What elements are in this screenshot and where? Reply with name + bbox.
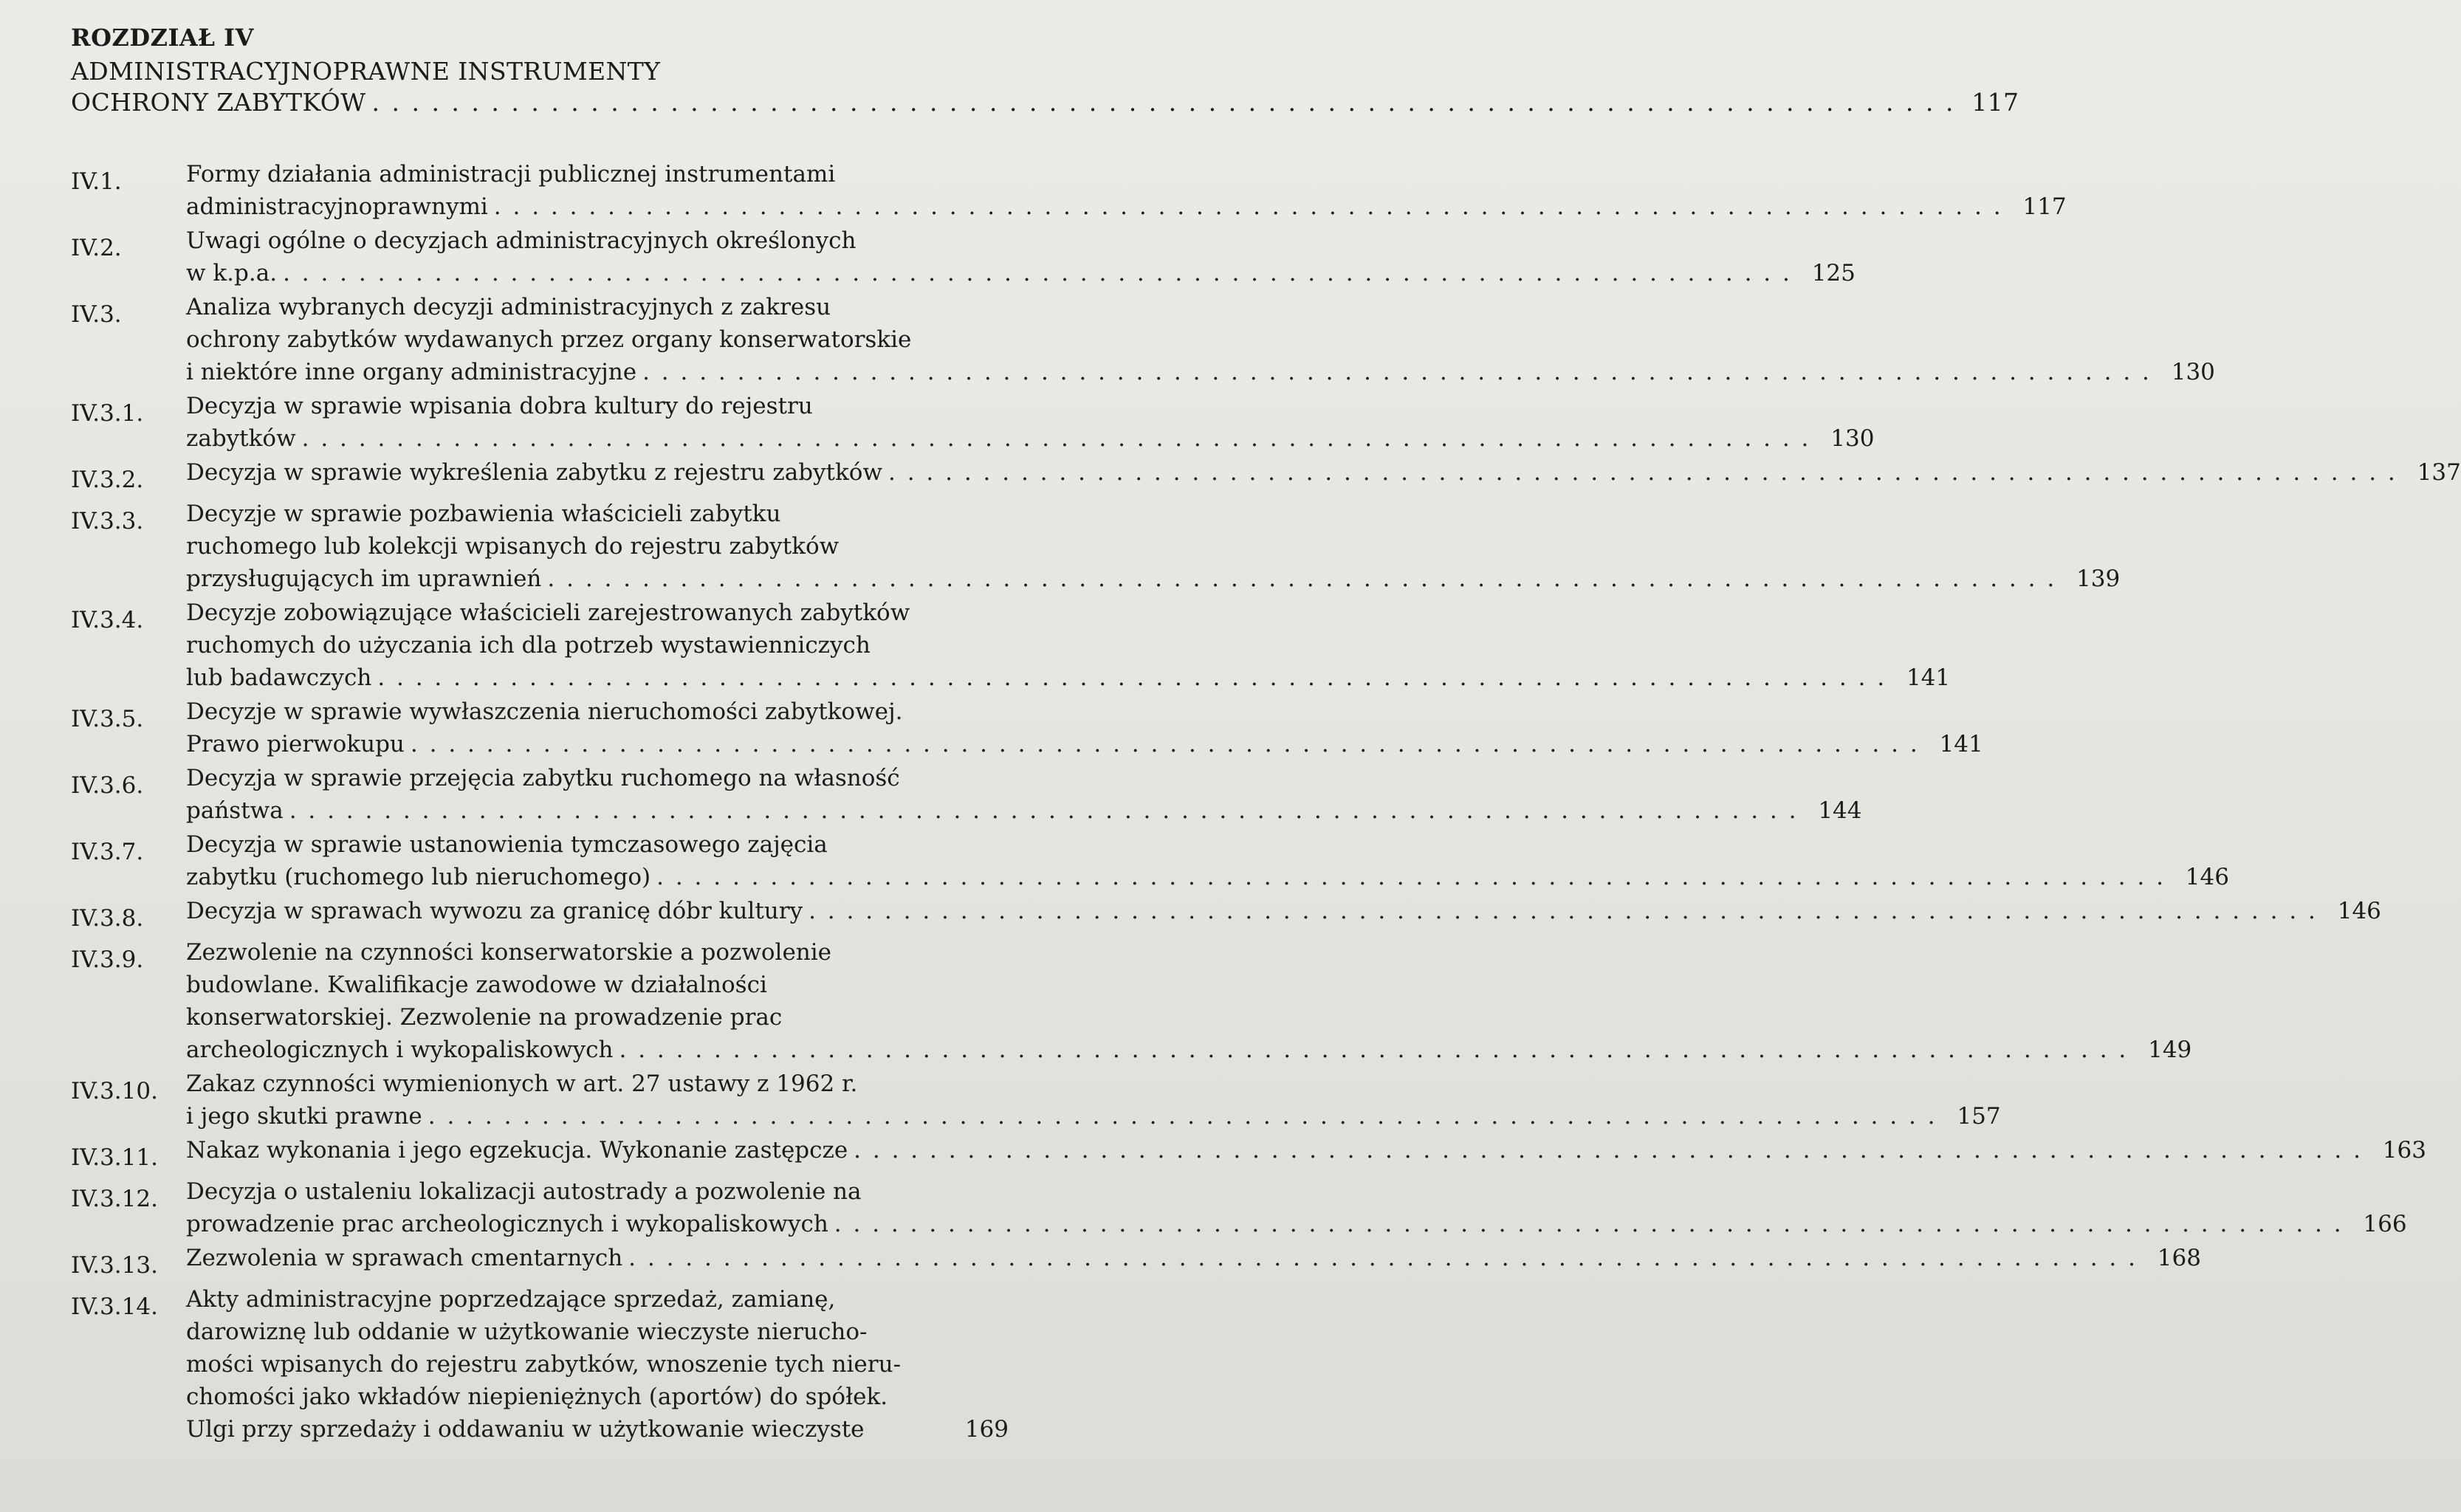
toc-entry-line [186, 1283, 1009, 1316]
toc-entry-line-text: Decyzja w sprawie ustanowienia tymczasowego zajęcia [186, 831, 828, 858]
toc-entry-line-text: Prawo pierwokupu [186, 731, 405, 757]
leader-dots [372, 87, 1956, 118]
toc-entry-line [186, 356, 2215, 388]
toc-entry-line-text: Decyzje w sprawie pozbawienia właścicieli zabytku [186, 501, 781, 527]
leader-dots [809, 895, 2318, 927]
toc-entry-title [186, 456, 2461, 496]
toc-entry-line [186, 422, 1874, 455]
toc-entry-line-text: Decyzja w sprawach wywozu za granicę dóbr kultury [186, 898, 803, 924]
toc-entry-line-text: administracyjnoprawnymi [186, 193, 488, 220]
toc-entry-page-number: 146 [2337, 898, 2381, 924]
toc-entry-line [186, 530, 2120, 563]
toc-entry-line-text: archeologicznych i wykopaliskowych [186, 1037, 614, 1063]
toc-entry-number: IV.3.6. [71, 772, 144, 799]
toc-entry-line [186, 695, 1983, 728]
toc-entry [71, 1175, 2407, 1240]
toc-entry-number: IV.3.12. [71, 1186, 158, 1212]
toc-entry-page-number: 130 [1830, 425, 1875, 452]
toc-entry-number: IV.3.7. [71, 839, 144, 865]
toc-entry [71, 158, 2067, 223]
toc-entry-line [186, 1100, 2001, 1133]
toc-entry-title [186, 1283, 1009, 1446]
toc-entry [71, 498, 2121, 595]
toc-entry-line-text: budowlane. Kwalifikacje zawodowe w działalności [186, 972, 767, 998]
toc-entry-line-text: Decyzja w sprawie wpisania dobra kultury do rejestru [186, 393, 813, 419]
toc-entry [71, 895, 2381, 935]
toc-entry-line [186, 1316, 1009, 1348]
toc-entry-line [186, 728, 1983, 760]
leader-dots [428, 1100, 1937, 1133]
toc-entry-line [186, 828, 2229, 861]
toc-entry-page-number: 141 [1906, 664, 1951, 691]
leader-dots [888, 456, 2397, 489]
toc-entry-number: IV.1. [71, 168, 122, 195]
toc-entry-line-text: Decyzja w sprawie wykreślenia zabytku z rejestru zabytków [186, 459, 882, 486]
toc-entry-page-number: 168 [2157, 1245, 2201, 1271]
toc-entry-line [186, 794, 1861, 827]
toc-entry-title [186, 1068, 2001, 1133]
toc-entry-line-text: ruchomego lub kolekcji wpisanych do rejestru zabytków [186, 533, 840, 560]
toc-entry-line [186, 629, 1950, 662]
toc-entry [71, 762, 1862, 827]
toc-entry-line-text: i niektóre inne organy administracyjne [186, 359, 637, 385]
toc-entry-line-text: Uwagi ogólne o decyzjach administracyjnych określonych [186, 227, 857, 254]
toc-entry-line [186, 895, 2381, 927]
toc-entry-line-text: Zezwolenia w sprawach cmentarnych [186, 1245, 623, 1271]
toc-entry-line [186, 1134, 2426, 1166]
toc-entry-line-text: lub badawczych [186, 664, 372, 691]
toc-entry-line-text: zabytków [186, 425, 296, 452]
toc-entry-page-number: 137 [2417, 459, 2461, 486]
leader-dots [619, 1034, 2128, 1066]
toc-entry-title [186, 762, 1861, 827]
toc-entry-line [186, 1242, 2201, 1274]
toc-entry-line-text: ruchomych do użyczania ich dla potrzeb wystawienniczych [186, 632, 871, 659]
toc-entry-line [186, 1068, 2001, 1100]
leader-dots [302, 422, 1811, 455]
toc-entry-line [186, 762, 1861, 794]
toc-entry-line [186, 1034, 2191, 1066]
toc-entry-number: IV.3.4. [71, 607, 144, 633]
toc-entry-line [186, 456, 2461, 489]
toc-entry-title [186, 895, 2381, 935]
toc-entry-line-text: Decyzje zobowiązujące właścicieli zarejestrowanych zabytków [186, 599, 910, 626]
leader-dots [289, 794, 1799, 827]
toc-entry-number: IV.3.8. [71, 905, 144, 932]
toc-entry-page-number: 125 [1811, 260, 1856, 286]
toc-entry [71, 1134, 2426, 1174]
toc-entry-line-text: państwa [186, 797, 284, 824]
toc-entry-line [186, 1001, 2191, 1034]
toc-entry-line-text: przysługujących im uprawnień [186, 566, 542, 592]
toc-entry-line-text: Formy działania administracji publicznej instrumentami [186, 161, 836, 188]
toc-entry-line-text: Decyzje w sprawie wywłaszczenia nieruchomości zabytkowej. [186, 698, 903, 725]
toc-entry-line [186, 1208, 2407, 1240]
toc-entry-line-text: darowiznę lub oddanie w użytkowanie wieczyste nierucho- [186, 1319, 868, 1345]
toc-entry-line [186, 158, 2067, 190]
toc-entry-title [186, 597, 1950, 694]
toc-entry [71, 936, 2192, 1066]
toc-entry-number: IV.2. [71, 235, 122, 261]
toc-entry-number: IV.3. [71, 301, 122, 328]
toc-entry-line-text: Analiza wybranych decyzji administracyjnych z zakresu [186, 294, 831, 320]
toc-entry-line-text: prowadzenie prac archeologicznych i wykopaliskowych [186, 1211, 828, 1237]
toc-entry-page-number: 130 [2171, 359, 2215, 385]
leader-dots [656, 861, 2166, 893]
toc-entry [71, 1283, 1009, 1446]
toc-entry-line [186, 323, 2215, 356]
toc-entry-title [186, 224, 1856, 289]
toc-entry-line [186, 969, 2191, 1001]
leader-dots [547, 563, 2056, 595]
toc-entry-line [186, 563, 2120, 595]
toc-entry-line-text: Decyzja o ustaleniu lokalizacji autostrady a pozwolenie na [186, 1178, 862, 1205]
toc-entry-line-text: Nakaz wykonania i jego egzekucja. Wykonanie zastępcze [186, 1137, 848, 1164]
toc-entry-line [186, 224, 1856, 257]
toc-entry-title [186, 936, 2191, 1066]
toc-entry-title [186, 1242, 2201, 1282]
toc-entry-title [186, 828, 2229, 893]
chapter-title-line: OCHRONY ZABYTKÓW [71, 88, 366, 117]
toc-entry-number: IV.3.2. [71, 467, 144, 493]
chapter-header [71, 24, 2019, 118]
toc-entry-line-text: Ulgi przy sprzedaży i oddawaniu w użytkowanie wieczyste [186, 1416, 865, 1443]
toc-entry-page-number: 141 [1939, 731, 1983, 757]
toc-entry-line-text: Zezwolenie na czynności konserwatorskie a pozwolenie [186, 939, 832, 966]
toc-entry-line [186, 1381, 1009, 1413]
toc-entry-line [186, 190, 2067, 223]
toc-entry-title [186, 498, 2120, 595]
toc-entry [71, 828, 2229, 893]
toc-entry-title [186, 1134, 2426, 1174]
toc-entry-line [186, 1175, 2407, 1208]
toc-entry-page-number: 169 [964, 1416, 1009, 1443]
toc-entry-number: IV.3.10. [71, 1078, 158, 1104]
toc-entry-page-number: 117 [2022, 193, 2067, 220]
toc-entry-line-text: Decyzja w sprawie przejęcia zabytku ruchomego na własność [186, 765, 900, 791]
toc-entry-line-text: chomości jako wkładów niepieniężnych (aportów) do spółek. [186, 1384, 888, 1410]
chapter-label: ROZDZIAŁ IV [71, 24, 254, 52]
chapter-title [71, 56, 2019, 118]
leader-dots [628, 1242, 2138, 1274]
toc-entry-line [186, 390, 1874, 422]
toc-entry-line-text: zabytku (ruchomego lub nieruchomego) [186, 864, 651, 890]
toc-entry-line-text: i jego skutki prawne [186, 1103, 422, 1130]
leader-dots [834, 1208, 2344, 1240]
toc-entry [71, 695, 1983, 760]
toc-entry-line [186, 1348, 1009, 1381]
table-of-contents [71, 158, 2461, 1447]
toc-entry-page-number: 157 [1957, 1103, 2001, 1130]
leader-dots [283, 257, 1792, 289]
toc-entry-number: IV.3.13. [71, 1252, 158, 1279]
toc-entry-page-number: 166 [2363, 1211, 2407, 1237]
toc-entry-number: IV.3.5. [71, 706, 144, 732]
toc-entry-page-number: 149 [2148, 1037, 2192, 1063]
toc-entry-line-text: Zakaz czynności wymienionych w art. 27 ustawy z 1962 r. [186, 1071, 858, 1097]
toc-entry [71, 291, 2215, 388]
toc-entry-line [186, 597, 1950, 629]
toc-entry [71, 456, 2461, 496]
toc-entry-page-number: 139 [2076, 566, 2121, 592]
toc-entry-line [186, 498, 2120, 530]
toc-entry-title [186, 158, 2067, 223]
toc-entry [71, 597, 1951, 694]
toc-entry-title [186, 390, 1874, 455]
leader-dots [642, 356, 2152, 388]
toc-entry [71, 1242, 2201, 1282]
toc-entry-line-text: ochrony zabytków wydawanych przez organy konserwatorskie [186, 326, 912, 353]
leader-dots [494, 190, 2003, 223]
toc-entry-page-number: 144 [1818, 797, 1862, 824]
leader-dots [411, 728, 1920, 760]
toc-entry-line-text: konserwatorskiej. Zezwolenie na prowadzenie prac [186, 1004, 783, 1031]
toc-entry-line [186, 291, 2215, 323]
chapter-title-line: ADMINISTRACYJNOPRAWNE INSTRUMENTY [71, 57, 661, 86]
toc-entry [71, 390, 1875, 455]
toc-entry-title [186, 291, 2215, 388]
chapter-page-number: 117 [1971, 88, 2019, 117]
toc-entry-number: IV.3.3. [71, 508, 144, 535]
toc-entry-line [186, 1413, 1009, 1446]
toc-entry [71, 1068, 2001, 1133]
toc-entry-number: IV.3.11. [71, 1144, 158, 1171]
leader-dots [377, 662, 1887, 694]
toc-entry-number: IV.3.14. [71, 1293, 158, 1320]
toc-entry-title [186, 695, 1983, 760]
toc-entry-line [186, 936, 2191, 969]
leader-dots [854, 1134, 2363, 1166]
toc-entry-title [186, 1175, 2407, 1240]
toc-entry-page-number: 146 [2185, 864, 2229, 890]
toc-entry-line-text: w k.p.a. [186, 260, 278, 286]
toc-entry-line-text: Akty administracyjne poprzedzające sprzedaż, zamianę, [186, 1286, 836, 1313]
toc-entry-number: IV.3.9. [71, 946, 144, 973]
toc-entry [71, 224, 1856, 289]
toc-entry-line [186, 257, 1856, 289]
toc-entry-line [186, 861, 2229, 893]
toc-entry-page-number: 163 [2382, 1137, 2426, 1164]
toc-entry-line-text: mości wpisanych do rejestru zabytków, wnoszenie tych nieru- [186, 1351, 902, 1378]
toc-entry-line [186, 662, 1950, 694]
toc-entry-number: IV.3.1. [71, 400, 144, 427]
